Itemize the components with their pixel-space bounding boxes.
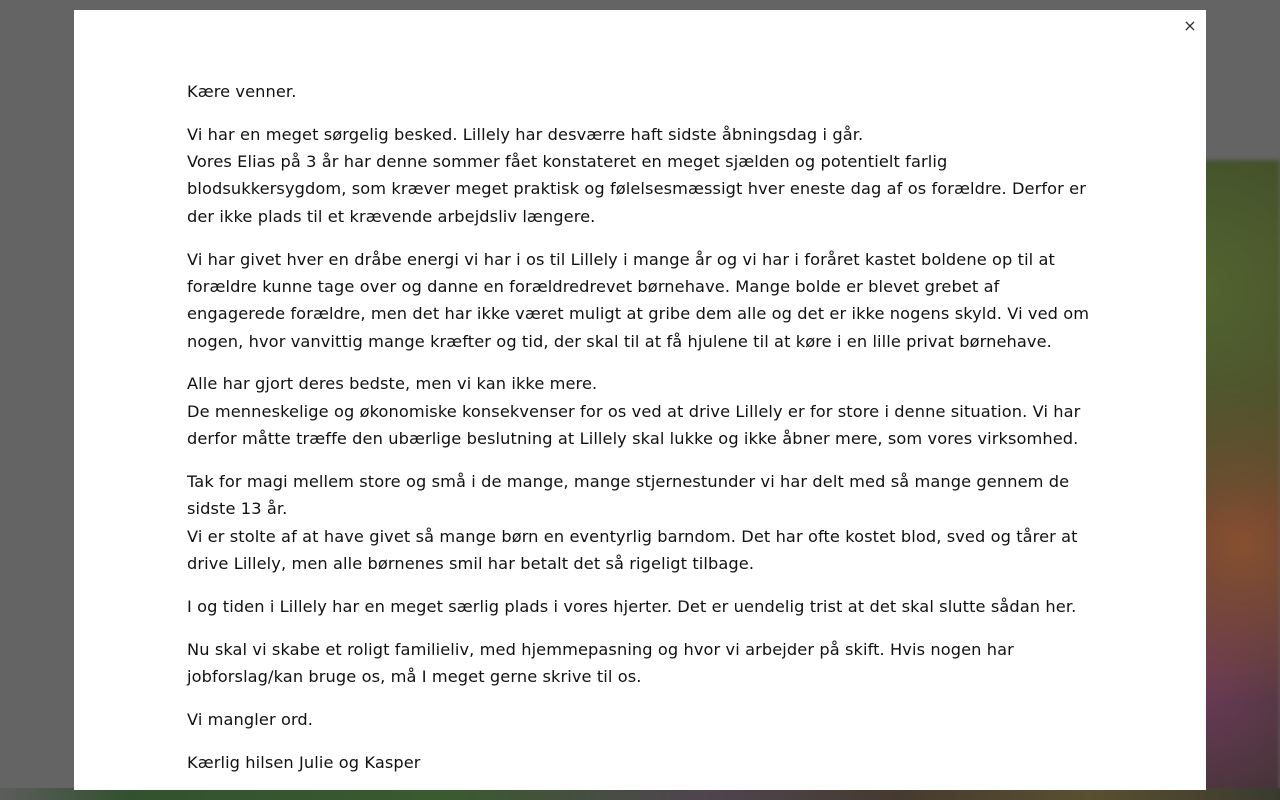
letter-paragraph-1: [187, 121, 1097, 230]
letter-greeting: Kære venner.: [187, 82, 297, 101]
letter-modal: [74, 10, 1206, 790]
letter-paragraph-3-line-2: De menneskelige og økonomiske konsekvenser for os ved at drive Lillely er for store i denne situation. Vi har derfor måtte træffe den ubærlige beslutning at Lillely skal lukke og ikke åbner mere, som vores virksomhed.: [187, 401, 1081, 449]
letter-paragraph-6: Nu skal vi skabe et roligt familieliv, med hjemmepasning og hvor vi arbejder på skift. Hvis nogen har jobforslag/kan bruge os, må I meget gerne skrive til os.: [187, 639, 1014, 686]
letter-paragraph-2: Vi har givet hver en dråbe energi vi har i os til Lillely i mange år og vi har i foråret kastet boldene op til at forældre kunne tage over og danne en forældredrevet børnehave. Mange bolde er blevet grebet af engagerede forældre, men det har ikke været muligt at gribe dem alle og det er ikke nogens skyld. Vi ved om nogen, hvor vanvittig mange kræfter og tid, der skal til at få hjulene til at køre i en lille privat børnehave.: [187, 249, 1090, 351]
letter-signature: Kærlig hilsen Julie og Kasper: [187, 752, 421, 772]
letter-paragraph-1-line-1: Vi har en meget sørgelig besked. Lillely har desværre haft sidste åbningsdag i går.: [187, 124, 864, 144]
letter-paragraph-4-line-2: Vi er stolte af at have givet så mange børn en eventyrlig barndom. Det har ofte kostet blod, sved og tårer at drive Lillely, men alle børnenes smil har betalt det så rigeligt tilbage.: [187, 526, 1078, 573]
letter-paragraph-7: Vi mangler ord.: [187, 709, 314, 729]
letter-paragraph-5: I og tiden i Lillely har en meget særlig plads i vores hjerter. Det er uendelig trist at det skal slutte sådan her.: [187, 596, 1077, 616]
letter-paragraph-4-line-1: Tak for magi mellem store og små i de mange, mange stjernestunder vi har delt med så mange gennem de sidste 13 år.: [187, 471, 1070, 519]
letter-paragraph-3: [187, 370, 1097, 452]
letter-body: [187, 78, 1097, 790]
letter-paragraph-4: [187, 468, 1097, 577]
close-button[interactable]: ×: [1176, 12, 1204, 40]
letter-paragraph-1-line-2: Vores Elias på 3 år har denne sommer fået konstateret en meget sjælden og potentielt farlig blodsukkersygdom, som kræver meget praktisk og følelsesmæssigt hver eneste dag af os forældre. Derfor er der ikke plads til et krævende arbejdsliv længere.: [187, 152, 1086, 226]
letter-paragraph-3-line-1: Alle har gjort deres bedste, men vi kan ikke mere.: [187, 374, 598, 394]
